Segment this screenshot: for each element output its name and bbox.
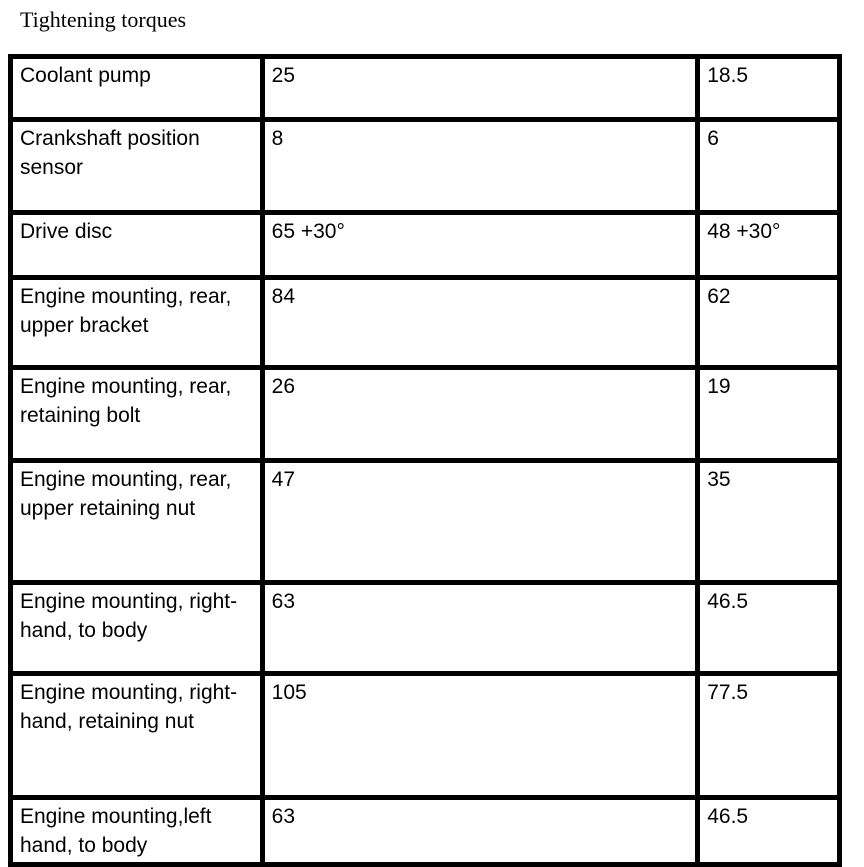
torque-nm-cell: 63 — [262, 583, 698, 674]
component-cell: Engine mounting, rear, retaining bolt — [11, 368, 263, 461]
torque-lbft-cell: 46.5 — [698, 583, 840, 674]
torque-table-body — [11, 57, 840, 865]
component-cell: Engine mounting, rear, upper retaining nut — [11, 461, 263, 583]
torque-lbft-cell: 18.5 — [698, 57, 840, 120]
torque-nm-cell: 105 — [262, 674, 698, 798]
torque-nm-cell: 25 — [262, 57, 698, 120]
table-row — [11, 368, 840, 461]
table-row — [11, 278, 840, 368]
torque-lbft-cell: 62 — [698, 278, 840, 368]
component-cell: Engine mounting, right-hand, retaining nut — [11, 674, 263, 798]
component-cell: Drive disc — [11, 213, 263, 278]
table-row — [11, 120, 840, 213]
table-row — [11, 583, 840, 674]
component-cell: Engine mounting, right-hand, to body — [11, 583, 263, 674]
torque-nm-cell: 63 — [262, 798, 698, 865]
table-row — [11, 674, 840, 798]
torque-lbft-cell: 19 — [698, 368, 840, 461]
torque-table — [8, 54, 842, 867]
page-title: Tightening torques — [20, 7, 187, 32]
component-cell: Engine mounting,left hand, to body — [11, 798, 263, 865]
table-row — [11, 798, 840, 865]
torque-lbft-cell: 77.5 — [698, 674, 840, 798]
torque-nm-cell: 47 — [262, 461, 698, 583]
torque-nm-cell: 65 +30° — [262, 213, 698, 278]
component-cell: Crankshaft position sensor — [11, 120, 263, 213]
component-cell: Engine mounting, rear, upper bracket — [11, 278, 263, 368]
table-row — [11, 213, 840, 278]
torque-nm-cell: 84 — [262, 278, 698, 368]
component-cell: Coolant pump — [11, 57, 263, 120]
table-row — [11, 461, 840, 583]
torque-lbft-cell: 46.5 — [698, 798, 840, 865]
torque-nm-cell: 26 — [262, 368, 698, 461]
torque-nm-cell: 8 — [262, 120, 698, 213]
torque-lbft-cell: 6 — [698, 120, 840, 213]
table-row — [11, 57, 840, 120]
torque-lbft-cell: 35 — [698, 461, 840, 583]
torque-lbft-cell: 48 +30° — [698, 213, 840, 278]
